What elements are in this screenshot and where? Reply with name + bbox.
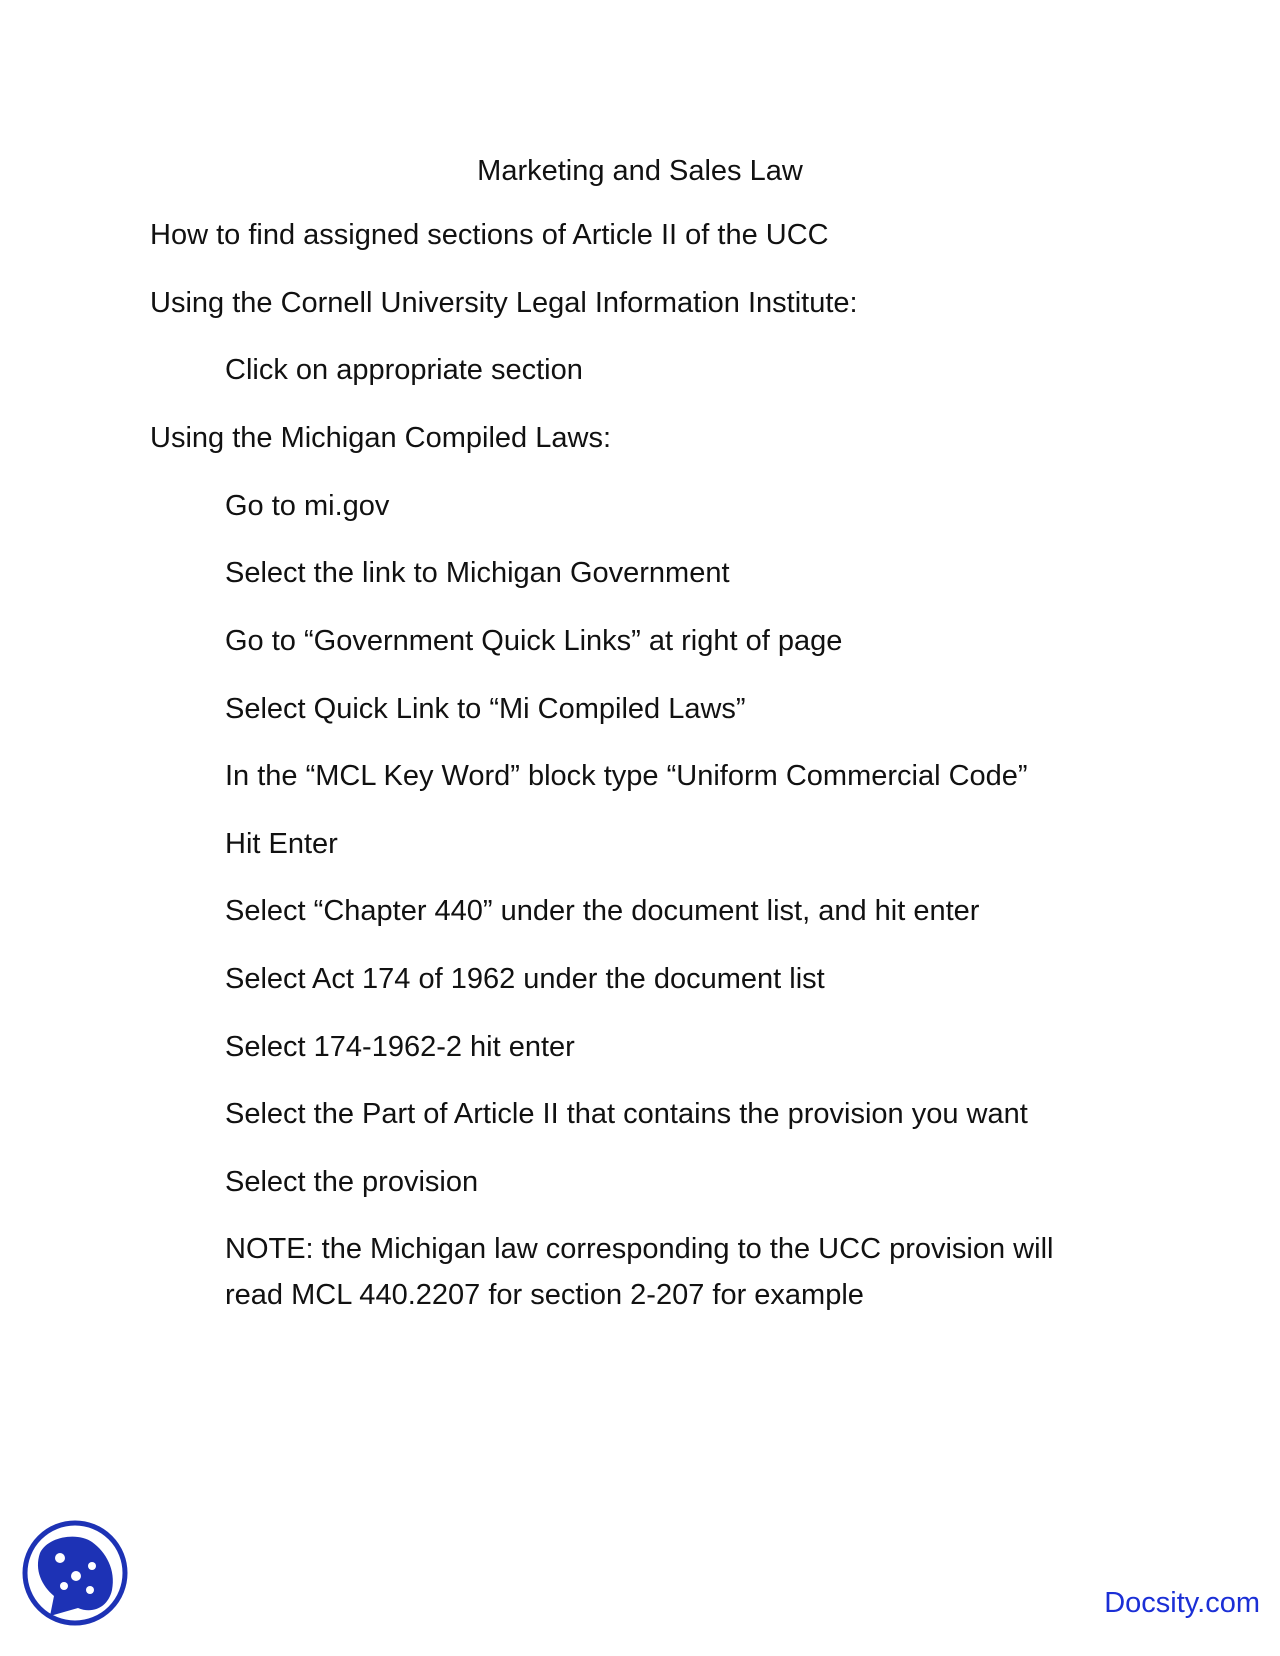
michigan-step-5: In the “MCL Key Word” block type “Uniform Commercial Code” [225,760,1028,792]
docsity-brand-link[interactable]: Docsity.com [1104,1587,1260,1619]
document-title: Marketing and Sales Law [477,155,803,187]
note-paragraph: NOTE: the Michigan law corresponding to the UCC provision will read MCL 440.2207 for section 2-207 for example [225,1233,1054,1311]
cornell-step: Click on appropriate section [225,354,583,386]
heading-article-ii: How to find assigned sections of Article II of the UCC [150,219,829,251]
michigan-step-6: Hit Enter [225,828,338,860]
michigan-step-8: Select Act 174 of 1962 under the document list [225,963,825,995]
michigan-step-3: Go to “Government Quick Links” at right of page [225,625,843,657]
michigan-step-7: Select “Chapter 440” under the document list, and hit enter [225,895,980,927]
heading-michigan: Using the Michigan Compiled Laws: [150,422,611,454]
michigan-step-4: Select Quick Link to “Mi Compiled Laws” [225,693,746,725]
michigan-step-10: Select the Part of Article II that contains the provision you want [225,1098,1028,1130]
michigan-step-9: Select 174-1962-2 hit enter [225,1031,575,1063]
heading-cornell: Using the Cornell University Legal Information Institute: [150,287,858,319]
michigan-step-1: Go to mi.gov [225,490,390,522]
docsity-logo-icon [20,1518,130,1628]
michigan-step-11: Select the provision [225,1166,479,1198]
michigan-step-2: Select the link to Michigan Government [225,557,730,589]
